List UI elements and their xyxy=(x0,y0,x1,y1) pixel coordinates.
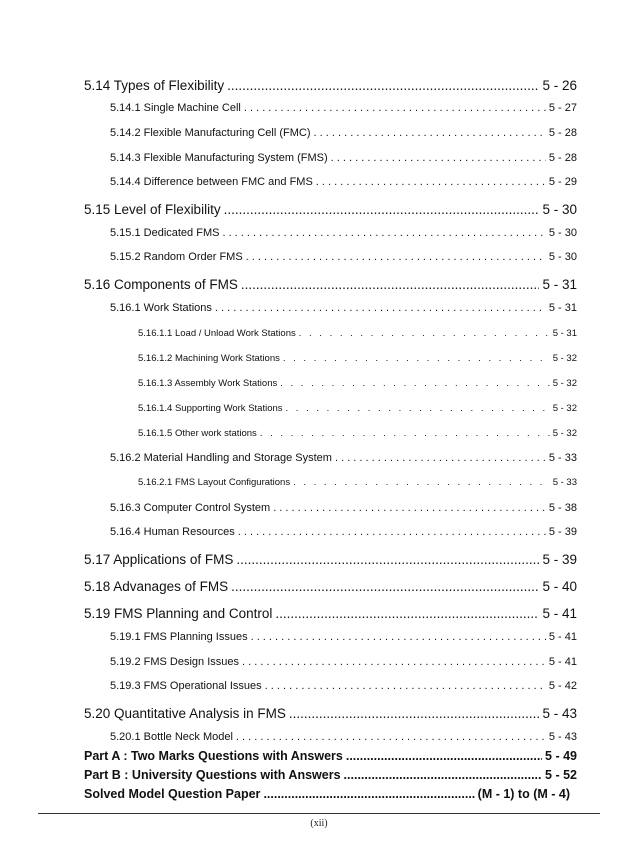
dot-leader xyxy=(246,251,546,263)
dot-leader xyxy=(263,787,474,801)
toc-entry xyxy=(138,428,577,439)
toc-entry-page: 5 - 42 xyxy=(548,680,577,692)
toc-entry xyxy=(84,552,577,567)
toc-entry xyxy=(138,353,577,364)
toc-entry-page: 5 - 40 xyxy=(542,579,577,594)
toc-entry-page: 5 - 27 xyxy=(548,102,577,114)
toc-entry-title: 5.16 Components of FMS xyxy=(84,277,238,292)
dot-leader xyxy=(316,176,546,188)
toc-entry xyxy=(84,579,577,594)
toc-entry-title: 5.14.3 Flexible Manufacturing System (FMS) xyxy=(110,152,328,164)
toc-entry xyxy=(84,78,577,93)
toc-entry xyxy=(138,403,577,414)
toc-entry-title: Part A : Two Marks Questions with Answers xyxy=(84,749,343,763)
dot-leader xyxy=(244,102,546,114)
toc-entry-page: 5 - 41 xyxy=(542,606,577,621)
toc-entry xyxy=(110,251,577,263)
toc-entry xyxy=(110,502,577,514)
toc-entry-title: 5.20.1 Bottle Neck Model xyxy=(110,731,233,743)
dot-leader xyxy=(251,631,546,643)
dot-leader xyxy=(227,78,539,93)
toc-entry xyxy=(110,102,577,114)
toc-entry-title: 5.16.1 Work Stations xyxy=(110,302,212,314)
toc-entry xyxy=(84,787,570,801)
dot-leader xyxy=(260,428,550,439)
dot-leader xyxy=(242,656,546,668)
dot-leader xyxy=(344,768,542,782)
dot-leader xyxy=(275,606,539,621)
dot-leader xyxy=(299,328,550,339)
toc-entry-page: 5 - 28 xyxy=(548,152,577,164)
dot-leader xyxy=(236,552,539,567)
toc-entry xyxy=(110,227,577,239)
toc-entry-page: 5 - 52 xyxy=(545,768,577,782)
toc-entry-title: 5.19.1 FMS Planning Issues xyxy=(110,631,248,643)
toc-entry-page: 5 - 31 xyxy=(552,328,577,339)
dot-leader xyxy=(236,731,546,743)
toc-entry-page: 5 - 32 xyxy=(552,378,577,389)
toc-entry xyxy=(138,477,577,488)
toc-entry-title: 5.16.3 Computer Control System xyxy=(110,502,271,514)
toc-entry-page: 5 - 32 xyxy=(552,428,577,439)
footer-rule xyxy=(38,813,600,814)
dot-leader xyxy=(231,579,539,594)
toc-entry-page: 5 - 39 xyxy=(542,552,577,567)
toc-entry xyxy=(110,731,577,743)
toc-entry-title: 5.14 Types of Flexibility xyxy=(84,78,225,93)
toc-entry-title: Solved Model Question Paper xyxy=(84,787,261,801)
toc-entry xyxy=(84,606,577,621)
toc-entry-page: 5 - 26 xyxy=(542,78,577,93)
toc-entry-page: 5 - 31 xyxy=(542,277,577,292)
toc-entry xyxy=(110,680,577,692)
toc-entry-page: 5 - 32 xyxy=(552,353,577,364)
toc-entry-title: 5.16.4 Human Resources xyxy=(110,526,235,538)
toc-entry-page: 5 - 49 xyxy=(545,749,577,763)
toc-entry-page: 5 - 30 xyxy=(548,251,577,263)
toc-entry xyxy=(84,768,577,782)
toc-entry-title: Part B : University Questions with Answers xyxy=(84,768,341,782)
toc-entry-page: 5 - 29 xyxy=(548,176,577,188)
toc-entry xyxy=(138,328,577,339)
toc-entry-page: 5 - 39 xyxy=(548,526,577,538)
toc-entry xyxy=(110,152,577,164)
toc-entry-title: 5.19.2 FMS Design Issues xyxy=(110,656,240,668)
toc-entry-title: 5.16.2 Material Handling and Storage System xyxy=(110,452,332,464)
toc-entry-title: 5.20 Quantitative Analysis in FMS xyxy=(84,706,286,721)
dot-leader xyxy=(283,353,550,364)
dot-leader xyxy=(265,680,546,692)
toc-entry-page: 5 - 43 xyxy=(548,731,577,743)
toc-entry-page: 5 - 41 xyxy=(548,631,577,643)
toc-entry-page: 5 - 38 xyxy=(548,502,577,514)
toc-entry-title: 5.14.1 Single Machine Cell xyxy=(110,102,241,114)
dot-leader xyxy=(331,152,546,164)
toc-entry xyxy=(110,176,577,188)
toc-entry-page: 5 - 30 xyxy=(548,227,577,239)
toc-entry xyxy=(84,706,577,721)
page-number: (xii) xyxy=(310,818,328,829)
toc-entry-page: 5 - 41 xyxy=(548,656,577,668)
toc-entry-title: 5.15.2 Random Order FMS xyxy=(110,251,243,263)
toc-entry xyxy=(110,656,577,668)
toc-entry xyxy=(110,526,577,538)
toc-entry-title: 5.16.1.5 Other work stations xyxy=(138,428,257,439)
toc-entry xyxy=(110,452,577,464)
dot-leader xyxy=(280,378,549,389)
toc-entry-title: 5.18 Advanages of FMS xyxy=(84,579,229,594)
toc-entry-title: 5.17 Applications of FMS xyxy=(84,552,234,567)
toc-entry-title: 5.15.1 Dedicated FMS xyxy=(110,227,220,239)
toc-entry xyxy=(138,378,577,389)
toc-entry xyxy=(84,749,577,763)
toc-entry-title: 5.16.2.1 FMS Layout Configurations xyxy=(138,477,291,488)
dot-leader xyxy=(289,706,540,721)
dot-leader xyxy=(286,403,550,414)
toc-entry xyxy=(84,202,577,217)
dot-leader xyxy=(238,526,546,538)
toc-entry xyxy=(110,127,577,139)
dot-leader xyxy=(273,502,546,514)
toc-entry-page: 5 - 32 xyxy=(552,403,577,414)
dot-leader xyxy=(215,302,546,314)
toc-entry-title: 5.14.2 Flexible Manufacturing Cell (FMC) xyxy=(110,127,311,139)
toc-entry-page: 5 - 43 xyxy=(542,706,577,721)
toc-entry-page: 5 - 28 xyxy=(548,127,577,139)
dot-leader xyxy=(224,202,540,217)
dot-leader xyxy=(293,477,550,488)
dot-leader xyxy=(241,277,540,292)
toc-entry-title: 5.14.4 Difference between FMC and FMS xyxy=(110,176,313,188)
toc-entry xyxy=(84,277,577,292)
toc-entry-title: 5.19.3 FMS Operational Issues xyxy=(110,680,262,692)
toc-entry-page: 5 - 30 xyxy=(542,202,577,217)
toc-entry-page: 5 - 31 xyxy=(548,302,577,314)
dot-leader xyxy=(346,749,542,763)
toc-entry xyxy=(110,631,577,643)
dot-leader xyxy=(222,227,545,239)
toc-entry-page: 5 - 33 xyxy=(552,477,577,488)
toc-entry-page: (M - 1) to (M - 4) xyxy=(477,787,570,801)
dot-leader xyxy=(314,127,546,139)
toc-entry-title: 5.19 FMS Planning and Control xyxy=(84,606,273,621)
toc-entry-title: 5.16.1.3 Assembly Work Stations xyxy=(138,378,278,389)
toc-entry-title: 5.16.1.4 Supporting Work Stations xyxy=(138,403,283,414)
toc-entry-title: 5.15 Level of Flexibility xyxy=(84,202,221,217)
toc-entry xyxy=(110,302,577,314)
toc-entry-page: 5 - 33 xyxy=(548,452,577,464)
dot-leader xyxy=(335,452,546,464)
toc-entry-title: 5.16.1.1 Load / Unload Work Stations xyxy=(138,328,296,339)
toc-entry-title: 5.16.1.2 Machining Work Stations xyxy=(138,353,280,364)
